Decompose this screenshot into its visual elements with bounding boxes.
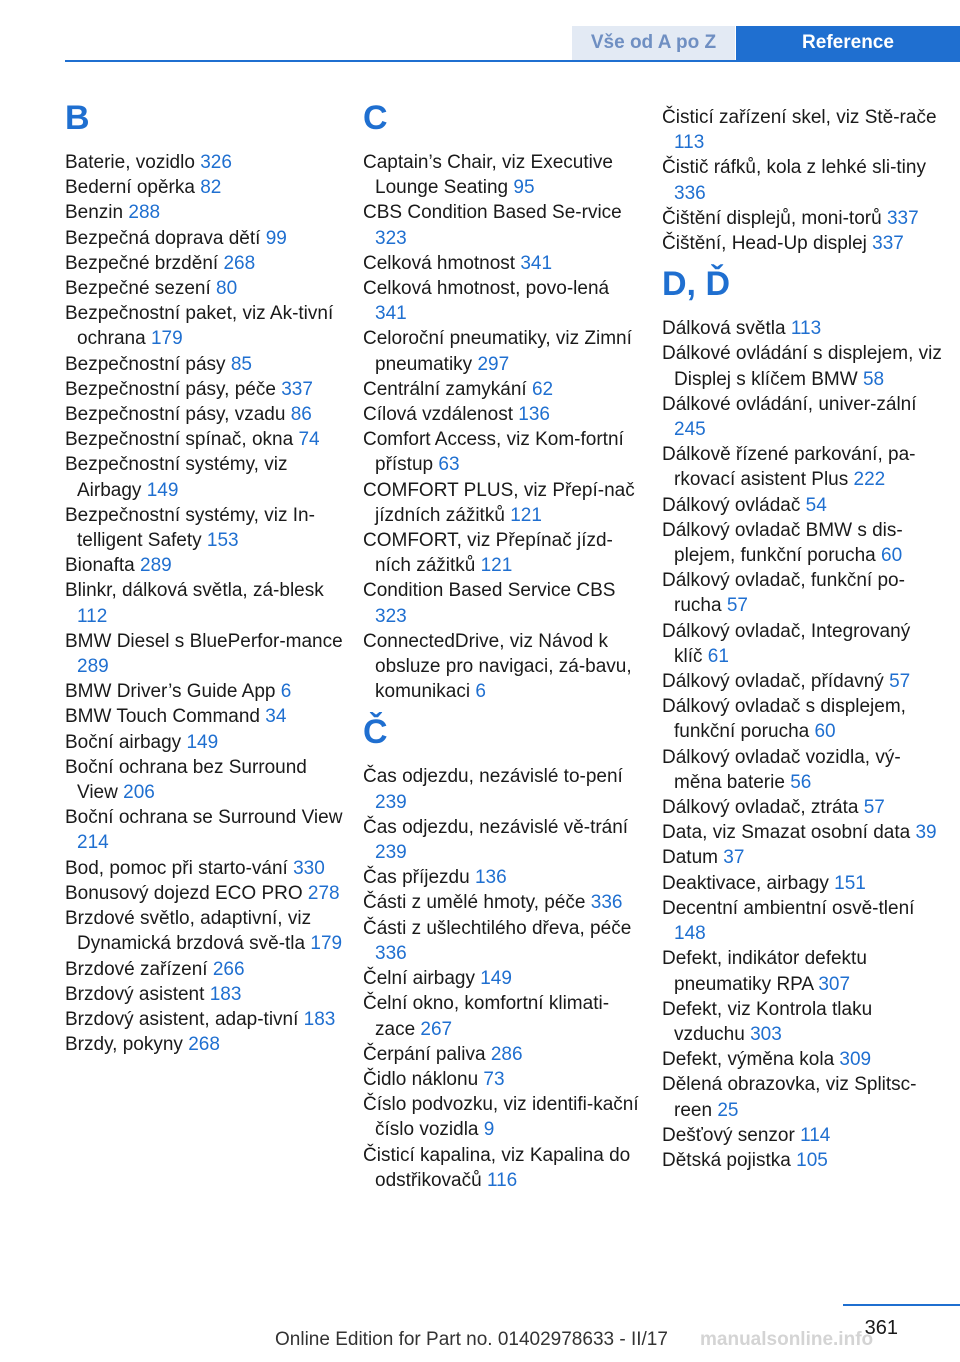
page-link[interactable]: 105 [796, 1149, 828, 1171]
index-column-1 [65, 96, 345, 1057]
index-entry [65, 503, 345, 553]
page-link[interactable]: 60 [881, 545, 903, 567]
index-entry [662, 231, 942, 256]
page-link[interactable]: 54 [805, 494, 827, 516]
index-entry-text: Dětská pojistka [662, 1149, 791, 1171]
index-entry-text: Decentní ambientní osvě-tlení [662, 897, 915, 919]
index-entry [662, 392, 942, 442]
index-entry-text: Bezpečné sezení [65, 278, 211, 300]
index-entry [363, 402, 643, 427]
page-link[interactable]: 6 [475, 681, 486, 703]
page-link[interactable]: 183 [209, 983, 242, 1005]
index-entry-text: Bezpečné brzdění [65, 252, 219, 274]
index-entry [363, 991, 643, 1041]
index-entry [65, 402, 345, 427]
page-link[interactable]: 37 [723, 847, 745, 869]
page-link[interactable]: 112 [77, 605, 108, 627]
page-link[interactable]: 121 [480, 555, 513, 577]
index-entry-text: BMW Driver’s Guide App [65, 681, 276, 703]
index-entry-text: Dálkové ovládání s displejem, viz Displej s klíčem BMW [662, 343, 942, 390]
index-entry [363, 427, 643, 477]
page-link[interactable]: 330 [293, 857, 325, 879]
index-entry-text: Dálkový ovladač s displejem, funkční porucha [662, 696, 906, 743]
page-link[interactable]: 278 [307, 882, 340, 904]
index-entry [363, 764, 643, 814]
index-entry [662, 493, 942, 518]
index-entry-text: Dálkový ovládač [662, 494, 801, 516]
page-link[interactable]: 268 [188, 1034, 220, 1056]
header-rule [65, 60, 960, 62]
page-link[interactable]: 73 [483, 1068, 505, 1090]
index-entry [662, 1047, 942, 1072]
page-link[interactable]: 63 [438, 454, 460, 476]
index-entry [662, 619, 942, 669]
index-entry [363, 377, 643, 402]
index-entry [662, 568, 942, 618]
index-entry-text: Dálkový ovladač BMW s dis-plejem, funkční porucha [662, 519, 903, 567]
page-link[interactable]: 25 [717, 1099, 739, 1121]
index-entry [65, 957, 345, 982]
index-entry [363, 326, 643, 376]
index-entry [662, 206, 942, 231]
index-entry-text: Brzdy, pokyny [65, 1034, 183, 1056]
index-entry-text: Blinkr, dálková světla, zá-blesk [65, 580, 324, 602]
page-link[interactable]: 57 [889, 671, 911, 693]
index-entry [662, 341, 942, 391]
page-link[interactable]: 337 [281, 378, 313, 400]
page-link[interactable]: 6 [280, 681, 292, 703]
page-link[interactable]: 74 [298, 429, 320, 451]
index-entry-text: Defekt, indikátor defektu pneumatiky RPA [662, 948, 867, 995]
index-entry [65, 276, 345, 301]
page-link[interactable]: 309 [839, 1049, 872, 1071]
index-entry [363, 1143, 643, 1193]
page-link[interactable]: 86 [290, 404, 312, 426]
edition-text: Online Edition for Part no. 01402978633 - II/17 [275, 1329, 668, 1350]
page-link[interactable]: 136 [474, 867, 507, 889]
page-link[interactable]: 95 [513, 177, 535, 199]
index-entry [662, 1123, 942, 1148]
index-entry-text: Dešťový senzor [662, 1124, 795, 1146]
page-link[interactable]: 268 [223, 252, 256, 274]
index-entry-text: Čistič ráfků, kola z lehké sli-tiny [662, 157, 926, 179]
index-entry-text: Dálkový ovladač, funkční po-rucha [662, 570, 905, 617]
index-entry [65, 704, 345, 729]
index-entry [65, 679, 345, 704]
index-entry [363, 966, 643, 991]
index-entry-text: Comfort Access, viz Kom-fortní přístup [363, 429, 624, 476]
index-entry-text: Brzdový asistent [65, 983, 205, 1005]
index-entry-text: Deaktivace, airbagy [662, 872, 829, 894]
page-link[interactable]: 99 [265, 227, 287, 249]
index-entry [65, 1007, 345, 1032]
index-entry [65, 452, 345, 502]
index-entry-text: Čas odjezdu, nezávislé to-pení [363, 766, 623, 788]
index-entry [65, 730, 345, 755]
index-entry-text: Čištění, Head-Up displej [662, 233, 867, 255]
index-entry-text: Data, viz Smazat osobní data [662, 822, 911, 844]
page-link[interactable]: 323 [375, 605, 407, 627]
page-link[interactable]: 151 [834, 872, 866, 894]
index-entry-text: Datum [662, 847, 718, 869]
page-link[interactable]: 289 [77, 656, 109, 678]
page-link[interactable]: 114 [800, 1124, 831, 1146]
page-link[interactable]: 57 [726, 595, 748, 617]
page-link[interactable]: 56 [790, 771, 812, 793]
page-link[interactable]: 288 [128, 202, 161, 224]
index-entry [65, 352, 345, 377]
page-link[interactable]: 179 [310, 933, 343, 955]
index-entry [363, 251, 643, 276]
page-link[interactable]: 341 [375, 303, 407, 325]
index-entry-text: Bezpečnostní paket, viz Ak-tivní ochrana [65, 303, 334, 350]
page-link[interactable]: 80 [216, 278, 238, 300]
page-link[interactable]: 57 [863, 797, 885, 819]
page-link[interactable]: 153 [206, 530, 239, 552]
index-entry-text: Dálkový ovladač, Integrovaný klíč [662, 620, 911, 667]
index-entry-text: Bederní opěrka [65, 177, 195, 199]
page-link[interactable]: 149 [186, 731, 219, 753]
index-entry-text: BMW Diesel s BluePerfor-mance [65, 630, 343, 652]
index-entry [662, 997, 942, 1047]
page-link[interactable]: 148 [674, 923, 706, 945]
index-entry [65, 377, 345, 402]
index-entry-text: BMW Touch Command [65, 706, 260, 728]
page-link[interactable]: 266 [212, 958, 245, 980]
index-entry [363, 865, 643, 890]
page-link[interactable]: 337 [872, 233, 904, 255]
index-entry-text: Brzdové světlo, adaptivní, viz Dynamická brzdová svě-tla [65, 908, 312, 955]
index-entry-text: Cílová vzdálenost [363, 404, 513, 426]
index-entry [65, 226, 345, 251]
index-entry [65, 578, 345, 628]
page-link[interactable]: 34 [265, 706, 287, 728]
index-entry-text: Dálkové ovládání, univer-zální [662, 393, 917, 415]
page-link[interactable]: 214 [77, 832, 109, 854]
page-link[interactable]: 289 [140, 555, 172, 577]
index-entry-text: Dálkově řízené parkování, pa-rkovací asistent Plus [662, 444, 916, 491]
page-link[interactable]: 82 [200, 177, 222, 199]
index-letter-heading: D, Ď [662, 265, 730, 304]
index-entry-text: Centrální zamykání [363, 378, 527, 400]
index-entry [662, 669, 942, 694]
index-entry [65, 251, 345, 276]
index-entry-text: Čas příjezdu [363, 867, 470, 889]
index-entry [662, 316, 942, 341]
page-link[interactable]: 222 [853, 469, 886, 491]
index-entry-text: Bonusový dojezd ECO PRO [65, 882, 303, 904]
page-link[interactable]: 239 [375, 791, 407, 813]
index-entry-text: Bezpečnostní spínač, okna [65, 429, 294, 451]
index-entry [363, 890, 643, 915]
index-entry-text: Bezpečnostní pásy, vzadu [65, 404, 286, 426]
page-link[interactable]: 336 [674, 182, 706, 204]
index-entry-text: ConnectedDrive, viz Návod k obsluze pro navigaci, zá-bavu, komunikaci [363, 630, 632, 703]
section-tab[interactable]: Vše od A po Z [572, 26, 735, 60]
page-link[interactable]: 58 [862, 368, 885, 390]
index-entry-text: COMFORT, viz Přepínač jízd-ních zážitků [363, 530, 613, 577]
index-letter-heading: C [363, 99, 388, 137]
index-entry [662, 946, 942, 996]
page-link[interactable]: 303 [750, 1023, 782, 1045]
page-link[interactable]: 239 [375, 842, 407, 864]
index-entry [363, 528, 643, 578]
index-entry-text: Dálková světla [662, 318, 786, 340]
index-entry-text: Čisticí zařízení skel, viz Stě-rače [662, 107, 937, 128]
page-link[interactable]: 149 [146, 479, 179, 501]
index-entry [65, 301, 345, 351]
index-entry [363, 200, 643, 250]
index-entry-text: Části z umělé hmoty, péče [363, 892, 586, 914]
page-link[interactable]: 149 [480, 968, 512, 990]
index-entry-text: Brzdové zařízení [65, 958, 208, 980]
index-entry-text: Čerpání paliva [363, 1043, 486, 1065]
index-entry-text: Bezpečnostní pásy, péče [65, 378, 276, 400]
index-entry [65, 629, 345, 679]
page-link[interactable]: 113 [674, 132, 705, 154]
index-entry-text: Celková hmotnost [363, 252, 516, 274]
index-entry [662, 795, 942, 820]
index-entry [662, 1148, 942, 1173]
index-column-2 [363, 96, 643, 1193]
index-entry [65, 856, 345, 881]
index-entry [65, 906, 345, 956]
index-entry-text: Bezpečnostní systémy, viz Airbagy [65, 454, 288, 501]
index-entry [662, 820, 942, 845]
page-link[interactable]: 60 [814, 721, 836, 743]
page-link[interactable]: 183 [303, 1008, 336, 1030]
page-link[interactable]: 337 [886, 207, 919, 229]
index-entry-text: Číslo podvozku, viz identifi-kační číslo vozidla [363, 1094, 639, 1141]
index-entry-text: Bod, pomoc při starto-vání [65, 857, 288, 879]
page-link[interactable]: 121 [510, 504, 542, 526]
page-link[interactable]: 39 [915, 822, 937, 844]
index-entry-text: Baterie, vozidlo [65, 152, 195, 173]
index-entry [662, 694, 942, 744]
index-entry [65, 982, 345, 1007]
page-header [0, 0, 960, 62]
page-link[interactable]: 336 [375, 942, 407, 964]
page-link[interactable]: 267 [420, 1018, 453, 1040]
index-entry-text: Čištění displejů, moni-torů [662, 207, 882, 229]
index-entry [65, 200, 345, 225]
index-entry [65, 553, 345, 578]
index-entry-text: Čas odjezdu, nezávislé vě-trání [363, 816, 629, 838]
index-entry-text: Čelní airbagy [363, 968, 475, 990]
page-link[interactable]: 61 [707, 645, 729, 667]
page-link[interactable]: 136 [518, 404, 550, 426]
index-entry-text: Benzin [65, 202, 124, 224]
index-entry-text: Boční airbagy [65, 731, 182, 753]
index-entry [662, 1072, 942, 1122]
index-entry [363, 478, 643, 528]
index-entry-text: Čisticí kapalina, viz Kapalina do odstřikovačů [363, 1144, 631, 1191]
footer-rule [843, 1304, 960, 1306]
index-entry-text: Bezpečnostní pásy [65, 353, 226, 375]
page-link[interactable]: 245 [674, 419, 706, 441]
index-entry [662, 745, 942, 795]
index-entry-text: Části z ušlechtilého dřeva, péče [363, 917, 632, 939]
index-entry-text: CBS Condition Based Se-rvice [363, 202, 622, 224]
index-entry [65, 175, 345, 200]
page-link[interactable]: 297 [477, 353, 510, 375]
index-entry-text: Celoroční pneumatiky, viz Zimní pneumatiky [363, 328, 632, 375]
index-entry-text: Bionafta [65, 555, 135, 577]
index-entry-text: Bezpečnostní systémy, viz In-telligent Safety [65, 504, 315, 552]
page-link[interactable]: 85 [230, 353, 252, 375]
index-entry [662, 105, 942, 155]
index-entry [363, 1067, 643, 1092]
page-link[interactable]: 113 [790, 318, 822, 340]
index-entry-text: Dálkový ovladač, ztráta [662, 797, 859, 819]
index-entry-text: Boční ochrana bez Surround View [65, 756, 307, 804]
index-entry [662, 845, 942, 870]
index-entry [662, 155, 942, 205]
index-entry [662, 871, 942, 896]
watermark: manualsonline.info [700, 1329, 874, 1350]
index-entry-text: Dálkový ovladač vozidla, vý-měna baterie [662, 746, 901, 793]
index-entry-text: Celková hmotnost, povo-lená [363, 278, 610, 300]
index-entry [65, 805, 345, 855]
index-entry [65, 150, 345, 175]
page-link[interactable]: 307 [818, 973, 851, 995]
index-entry [363, 629, 643, 705]
index-letter-heading: B [65, 99, 90, 137]
index-entry [363, 276, 643, 326]
index-entry-text: Condition Based Service CBS [363, 580, 616, 602]
index-entry [363, 578, 643, 628]
index-entry-text: Boční ochrana se Surround View [65, 807, 343, 829]
chapter-tab[interactable]: Reference [736, 26, 960, 60]
page-link[interactable]: 62 [531, 378, 554, 400]
index-column-3 [662, 105, 942, 1173]
index-entry [662, 896, 942, 946]
page-link[interactable]: 9 [483, 1119, 495, 1141]
page-link[interactable]: 326 [200, 152, 232, 173]
index-entry [363, 815, 643, 865]
index-entry [65, 1032, 345, 1057]
index-entry [65, 755, 345, 805]
index-entry-text: Brzdový asistent, adap-tivní [65, 1008, 299, 1030]
index-letter-heading: Č [363, 713, 388, 752]
index-entry-text: Dálkový ovladač, přídavný [662, 671, 884, 693]
index-entry-text: Čidlo náklonu [363, 1068, 479, 1090]
index-entry-text: Defekt, viz Kontrola tlaku vzduchu [662, 998, 873, 1045]
page-link[interactable]: 286 [490, 1043, 523, 1065]
index-entry [363, 150, 643, 200]
index-entry [65, 427, 345, 452]
page-link[interactable]: 179 [150, 328, 183, 350]
index-entry-text: Defekt, výměna kola [662, 1049, 835, 1071]
page-number: 361 [864, 1317, 898, 1339]
index-entry [363, 916, 643, 966]
index-entry-text: COMFORT PLUS, viz Přepí-nač jízdních zážitků [363, 479, 635, 526]
page-link[interactable]: 323 [375, 227, 407, 249]
index-entry-text: Captain’s Chair, viz Executive Lounge Seating [363, 152, 613, 199]
index-entry-text: Čelní okno, komfortní klimati-zace [363, 993, 610, 1040]
page-link[interactable]: 116 [486, 1169, 518, 1191]
index-entry-text: Dělená obrazovka, viz Splitsc-reen [662, 1074, 917, 1121]
page-link[interactable]: 206 [123, 782, 155, 804]
index-entry [662, 442, 942, 492]
index-entry [662, 518, 942, 568]
page-link[interactable]: 336 [590, 892, 623, 914]
page-link[interactable]: 341 [520, 252, 553, 274]
index-entry [363, 1042, 643, 1067]
index-entry [65, 881, 345, 906]
index-entry-text: Bezpečná doprava dětí [65, 227, 261, 249]
index-entry [363, 1092, 643, 1142]
